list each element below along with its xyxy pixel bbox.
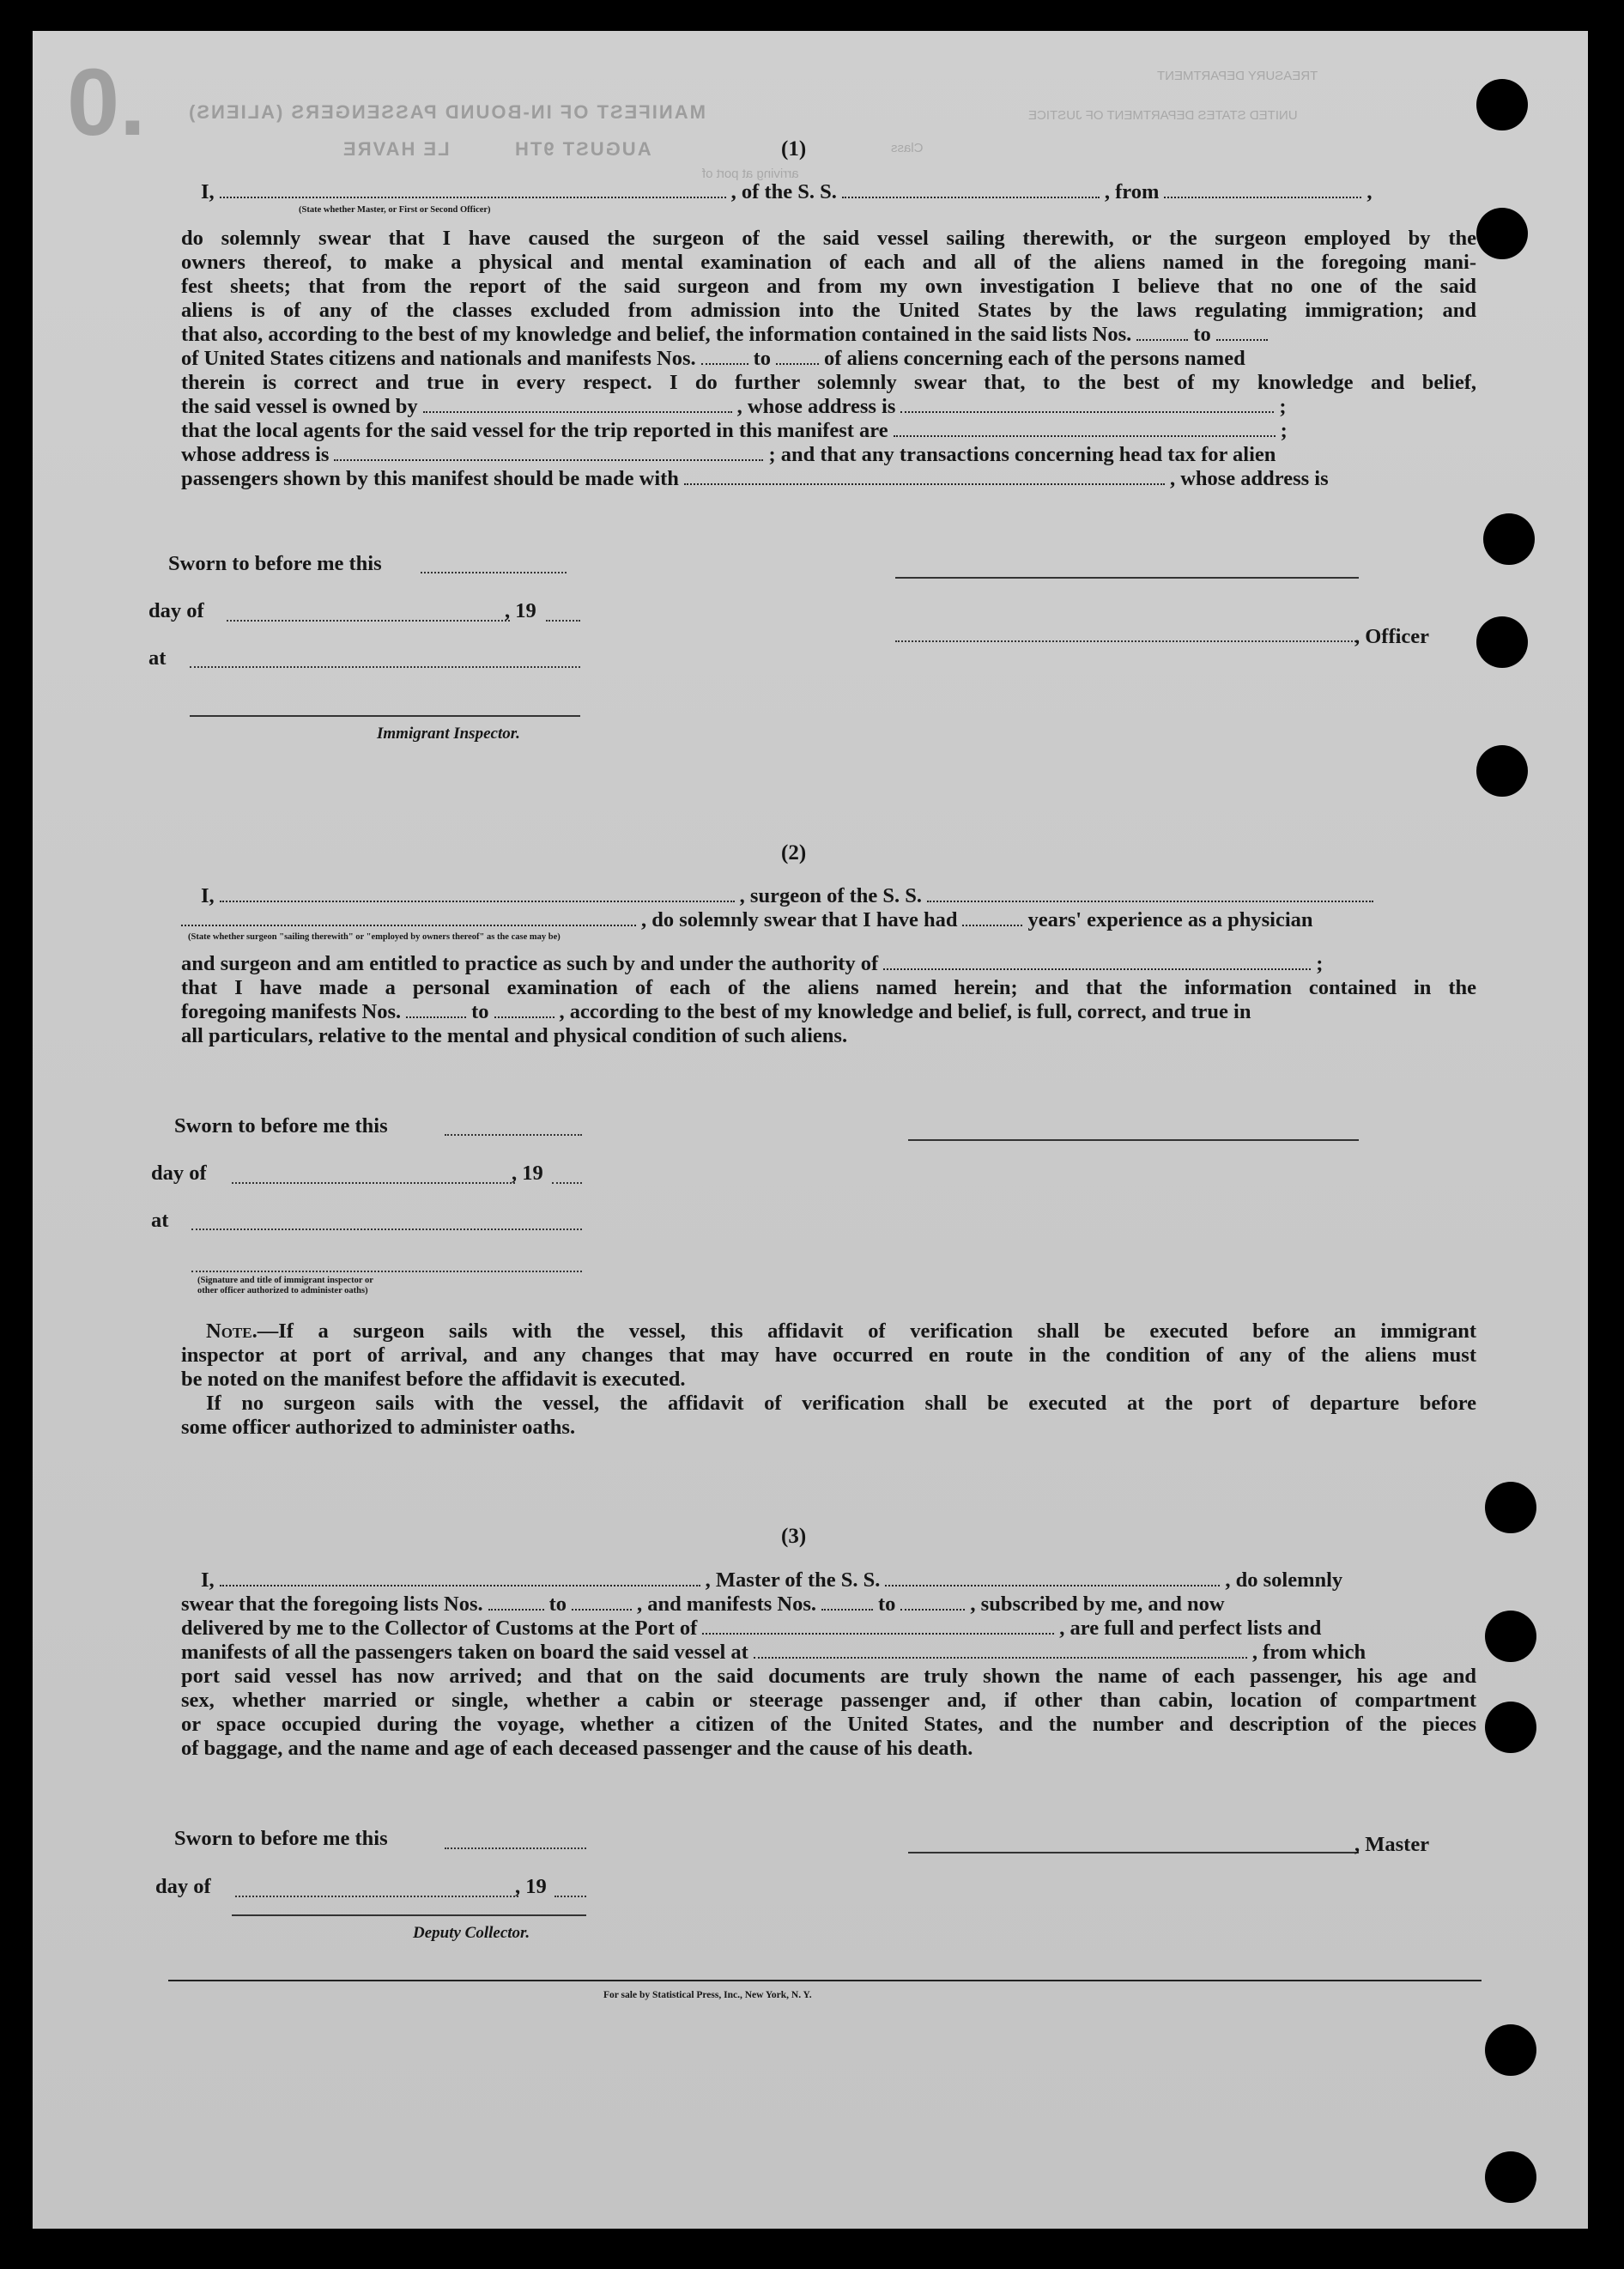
s1-line-1: I, , of the S. S. , from ,: [201, 180, 1373, 203]
s3-line-6: sex, whether married or single, whether a cabin or steerage passenger and, if other than cabin, location of compartment: [181, 1689, 1476, 1712]
s3-year-label: , 19: [515, 1875, 547, 1898]
s2-line-6: all particulars, relative to the mental and physical condition of such aliens.: [181, 1024, 848, 1047]
s1-day-label: day of: [148, 599, 204, 622]
s2-note-line-1: Note.—If a surgeon sails with the vessel, this affidavit of verification shall be executed before an immigrant: [206, 1320, 1476, 1343]
note-label: Note.: [206, 1320, 258, 1343]
s3-sworn-label: Sworn to before me this: [174, 1827, 388, 1850]
bleed-stamp-mark: 0.: [67, 50, 146, 155]
s3-sworn-line: [445, 1847, 586, 1849]
s2-signature-line: [908, 1139, 1359, 1141]
punch-hole: [1476, 745, 1528, 797]
s2-line-4: that I have made a personal examination of each of the aliens named herein; and that the information contained in the: [181, 976, 1476, 999]
footer-printer: For sale by Statistical Press, Inc., New York, N. Y.: [603, 1990, 812, 2000]
s3-line-4: manifests of all the passengers taken on board the said vessel at , from which: [181, 1641, 1366, 1664]
s1-line-3: owners thereof, to make a physical and mental examination of each and all of the aliens named in the foregoing mani-: [181, 251, 1476, 274]
s1-sworn-label: Sworn to before me this: [168, 552, 382, 575]
bleed-date: AUGUST 9TH: [513, 138, 651, 160]
s1-line-7: of United States citizens and nationals and manifests Nos. to of aliens concerning each of the persons named: [181, 347, 1245, 370]
s2-at-line: [191, 1229, 582, 1230]
s2-year-label: , 19: [512, 1162, 543, 1185]
s2-sworn-line: [445, 1134, 582, 1136]
s1-officer-line: [895, 640, 1359, 642]
bleed-class: Class: [891, 141, 924, 155]
s1-sworn-line: [421, 572, 567, 573]
punch-hole: [1476, 616, 1528, 668]
s1-line-4: fest sheets; that from the report of the said surgeon and from my own investigation I believe that no one of the said: [181, 275, 1476, 298]
s1-year-line: [546, 620, 580, 622]
s2-line-1: I, , surgeon of the S. S.: [201, 884, 1379, 908]
s3-day-line: [235, 1896, 518, 1897]
s1-signature-line: [895, 577, 1359, 579]
s3-master-line: [908, 1852, 1359, 1853]
s1-line-9: the said vessel is owned by , whose address is ;: [181, 395, 1287, 418]
s2-day-label: day of: [151, 1162, 207, 1185]
s1-year-label: , 19: [505, 599, 536, 622]
s3-line-8: of baggage, and the name and age of each deceased passenger and the cause of his death.: [181, 1737, 973, 1760]
s2-line-2: , do solemnly swear that I have had years' experience as a physician: [181, 908, 1313, 932]
s2-sworn-label: Sworn to before me this: [174, 1114, 388, 1138]
s2-line-5: foregoing manifests Nos. to , according to the best of my knowledge and belief, is full, correct, and true in: [181, 1000, 1251, 1023]
punch-hole: [1483, 513, 1535, 565]
s2-note-line-4: If no surgeon sails with the vessel, the affidavit of verification shall be executed at the port of departure before: [206, 1392, 1476, 1415]
bleed-treasury: TREASURY DEPARTMENT: [1157, 69, 1318, 83]
s2-sig-line: [191, 1271, 582, 1272]
punch-hole: [1476, 79, 1528, 130]
s1-inspector-line: [190, 715, 580, 717]
s1-officer-note: (State whether Master, or First or Second Officer): [299, 205, 491, 215]
s1-line-5: aliens is of any of the classes excluded from admission into the United States by the laws regulating immigration; and: [181, 299, 1476, 322]
punch-hole: [1485, 2151, 1536, 2203]
s3-line-7: or space occupied during the voyage, whether a citizen of the United States, and the number and description of the pieces: [181, 1713, 1476, 1736]
bleed-port: LE HAVRE: [342, 138, 450, 160]
s2-year-line: [552, 1182, 582, 1184]
punch-hole: [1485, 1611, 1536, 1662]
s2-note-line-5: some officer authorized to administer oaths.: [181, 1416, 576, 1439]
section-3-number: (3): [781, 1525, 807, 1548]
s1-line-2: do solemnly swear that I have caused the surgeon of the said vessel sailing therewith, or the surgeon employed by the: [181, 227, 1476, 250]
bleed-arriving: arriving at port of: [702, 167, 799, 181]
s3-year-line: [554, 1896, 586, 1897]
punch-hole: [1485, 1702, 1536, 1753]
s2-sig-note-1: (Signature and title of immigrant inspector or: [197, 1276, 373, 1285]
s1-at-line: [190, 666, 580, 668]
footer-rule: [168, 1980, 1482, 1981]
punch-hole: [1485, 1482, 1536, 1533]
section-2-number: (2): [781, 841, 807, 865]
s3-deputy-line: [232, 1914, 586, 1916]
punch-hole: [1485, 2024, 1536, 2076]
s3-master-label: , Master: [1354, 1833, 1430, 1856]
s3-line-1: I, , Master of the S. S. , do solemnly: [201, 1568, 1343, 1592]
s3-line-5: port said vessel has now arrived; and that on the said documents are truly shown the name of each passenger, his age and: [181, 1665, 1476, 1688]
s1-line-10: that the local agents for the said vessel for the trip reported in this manifest are ;: [181, 419, 1288, 442]
punch-hole: [1476, 208, 1528, 259]
s1-officer-label: , Officer: [1354, 625, 1430, 648]
s2-day-line: [232, 1182, 515, 1184]
s2-note-line-3: be noted on the manifest before the affidavit is executed.: [181, 1368, 686, 1391]
s1-inspector-label: Immigrant Inspector.: [377, 725, 520, 743]
s1-line-8: therein is correct and true in every respect. I do further solemnly swear that, to the best of my knowledge and belief,: [181, 371, 1476, 394]
s2-surgeon-note: (State whether surgeon "sailing therewith" or "employed by owners thereof" as the case may be): [188, 932, 561, 942]
s3-line-3: delivered by me to the Collector of Customs at the Port of , are full and perfect lists and: [181, 1617, 1322, 1640]
s1-line-6: that also, according to the best of my knowledge and belief, the information contained in the said lists Nos. to: [181, 323, 1273, 347]
form-sheet: [33, 31, 1588, 2229]
s3-line-2: swear that the foregoing lists Nos. to , and manifests Nos. to , subscribed by me, and now: [181, 1593, 1225, 1616]
s1-day-line: [227, 620, 510, 622]
s2-note-line-2: inspector at port of arrival, and any changes that may have occurred en route in the condition of any of the aliens must: [181, 1344, 1476, 1367]
s2-line-3: and surgeon and am entitled to practice as such by and under the authority of ;: [181, 952, 1324, 975]
section-1-number: (1): [781, 137, 807, 161]
bleed-dept: UNITED STATES DEPARTMENT OF JUSTICE: [1028, 108, 1298, 123]
bleed-manifest-title: MANIFEST OF IN-BOUND PASSENGERS (ALIENS): [187, 101, 706, 123]
s3-day-label: day of: [155, 1875, 211, 1898]
s1-line-11: whose address is ; and that any transactions concerning head tax for alien: [181, 443, 1276, 466]
s3-deputy-label: Deputy Collector.: [413, 1924, 530, 1942]
s1-line-12: passengers shown by this manifest should be made with , whose address is: [181, 467, 1329, 490]
s2-sig-note-2: other officer authorized to administer oaths): [197, 1286, 368, 1295]
s1-at-label: at: [148, 646, 167, 670]
s2-at-label: at: [151, 1209, 169, 1232]
